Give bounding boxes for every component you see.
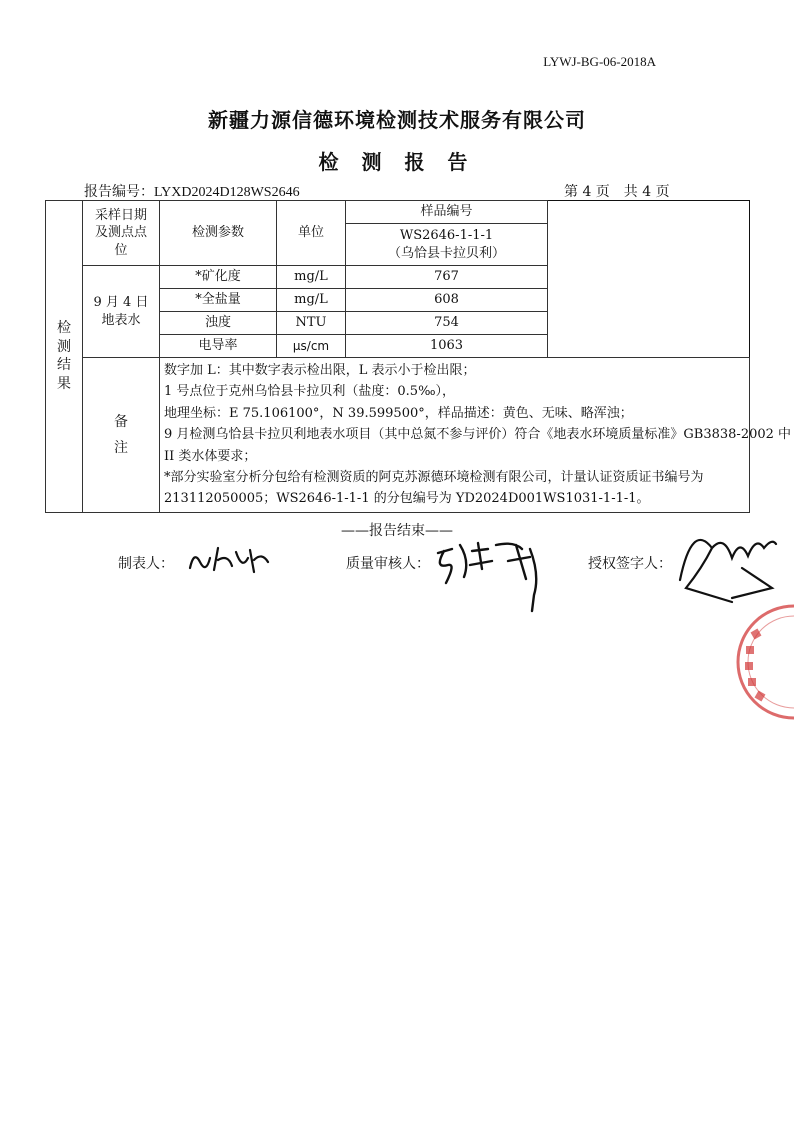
value-cell: 754 xyxy=(346,312,548,335)
notes-content xyxy=(160,358,792,513)
value-cell: 767 xyxy=(346,266,548,289)
param-cell: *全盐量 xyxy=(160,289,277,312)
preparer-signature xyxy=(184,540,274,580)
signer-signature xyxy=(672,528,782,608)
param-cell: *矿化度 xyxy=(160,266,277,289)
note-line: 地理坐标：E 75.106100°，N 39.599500°，样品描述：黄色、无味、略浑浊； xyxy=(164,405,633,421)
note-line: 213112050005；WS2646-1-1-1 的分包编号为 YD2024D001WS1031-1-1-1。 xyxy=(164,491,650,507)
preparer-label: 制表人： xyxy=(118,556,174,572)
sampling-date: 9 月 4 日 xyxy=(93,294,149,310)
reviewer-label: 质量审核人： xyxy=(346,556,430,572)
sample-id: WS2646-1-1-1 xyxy=(399,227,494,243)
param-cell: 电导率 xyxy=(160,335,277,358)
value-cell: 608 xyxy=(346,289,548,312)
note-line: 9 月检测乌恰县卡拉贝利地表水项目（其中总氮不参与评价）符合《地表水环境质量标准》GB3838-2002 中 xyxy=(164,427,792,443)
notes-label: 备注 xyxy=(83,358,160,513)
sampling-info xyxy=(83,266,160,358)
report-number xyxy=(84,181,300,201)
header-param: 检测参数 xyxy=(160,201,277,266)
results-table xyxy=(45,200,792,513)
report-number-label: 报告编号： xyxy=(84,185,154,200)
sample-location: （乌恰县卡拉贝利） xyxy=(387,245,505,261)
reviewer-signature xyxy=(430,535,550,615)
company-seal-icon xyxy=(690,600,794,720)
value-cell: 1063 xyxy=(346,335,548,358)
unit-cell: mg/L xyxy=(277,266,346,289)
header-sampling: 采样日期及测点点位 xyxy=(83,201,160,266)
report-number-value: LYXD2024D128WS2646 xyxy=(154,185,300,200)
note-line: 数字加 L：其中数字表示检出限，L 表示小于检出限； xyxy=(164,363,476,378)
company-name: 新疆力源信德环境检测技术服务有限公司 xyxy=(208,108,586,132)
section-label-results: 检测结果 xyxy=(46,201,83,513)
page-info: 第 4 页 共 4 页 xyxy=(564,184,670,200)
note-line: II 类水体要求； xyxy=(164,448,257,464)
unit-cell: mg/L xyxy=(277,289,346,312)
header-sample-no: 样品编号 xyxy=(346,201,548,224)
param-cell: 浊度 xyxy=(160,312,277,335)
header-unit: 单位 xyxy=(277,201,346,266)
report-end: ——报告结束—— xyxy=(341,523,453,539)
signer-label: 授权签字人： xyxy=(588,556,672,572)
unit-cell: NTU xyxy=(277,312,346,335)
form-code: LYWJ-BG-06-2018A xyxy=(543,54,656,69)
report-title: 检 测 报 告 xyxy=(318,150,476,174)
sample-id-cell xyxy=(346,224,548,266)
note-line: 1 号点位于克州乌恰县卡拉贝利（盐度：0.5‰）， xyxy=(164,384,456,400)
note-line: *部分实验室分析分包给有检测资质的阿克苏源德环境检测有限公司，计量认证资质证书编号为 xyxy=(164,470,704,486)
sampling-type: 地表水 xyxy=(101,312,141,328)
unit-cell: μs/cm xyxy=(277,335,346,358)
